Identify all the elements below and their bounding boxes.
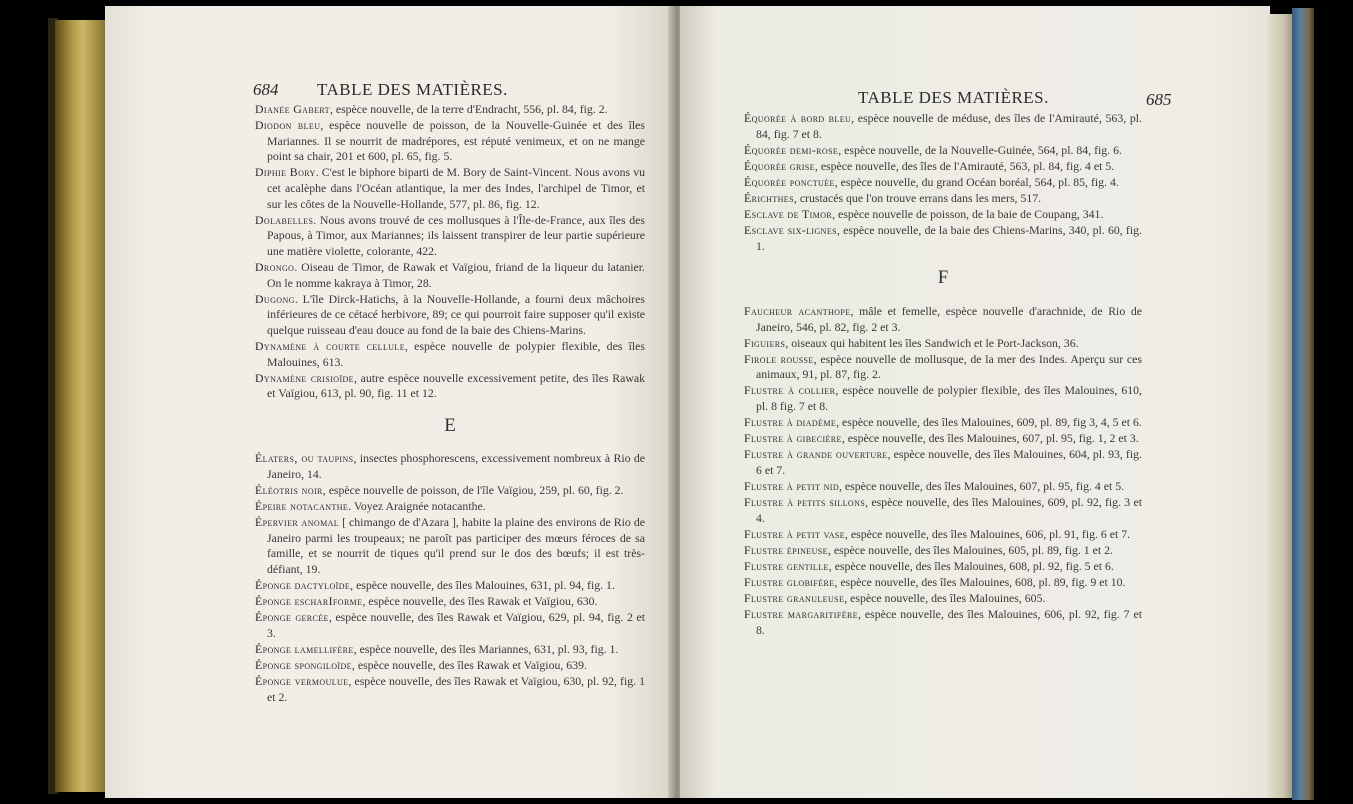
index-entry (744, 352, 1142, 383)
index-entry (744, 223, 1142, 254)
index-entry (744, 207, 1142, 223)
entry-text: , espèce nouvelle, des îles Malouines, 607, pl. 95, fig. 4 et 5. (839, 478, 1125, 493)
entry-headword: Éponge escharIforme (255, 594, 363, 609)
entry-text: , espèce nouvelle, des îles Malouines, 608, pl. 92, fig. 5 et 6. (828, 558, 1114, 573)
index-entry (255, 371, 645, 402)
index-entry (255, 594, 645, 610)
entry-headword: Flustre margaritifère (744, 607, 858, 622)
book-cover-right (1292, 8, 1314, 800)
entry-headword: Dianée Gabert (255, 102, 330, 116)
entry-text: . C'est le biphore biparti de M. Bory de Saint-Vincent. Nous avons vu cet acalèphe dans l'Océan atlantique, la mer des Indes, l'archipel de Timor, et sur les côtes de la Nouvelle-Hollande, 577, pl. 86, fig. 12. (267, 165, 645, 211)
entry-text: , espèce nouvelle de polypier flexible, des îles Malouines, 610, pl. 8 fig. 7 et 8. (756, 383, 1142, 413)
index-entry (744, 111, 1142, 142)
index-entry (255, 165, 645, 212)
entry-headword: Épervier anomal (255, 515, 340, 530)
index-entry (744, 495, 1142, 526)
entry-headword: Flustre à collier (744, 383, 836, 398)
index-entry (744, 607, 1142, 638)
entry-text: , autre espèce nouvelle excessivement petite, des îles Rawak et Vaïgiou, 613, pl. 90, fig. 11 et 12. (267, 370, 645, 401)
entry-text: , espèce nouvelle, des îles Rawak et Vaïgiou, 630. (362, 594, 598, 609)
index-entry (744, 527, 1142, 543)
entry-headword: Faucheur acanthope (744, 303, 851, 318)
index-entry (744, 431, 1142, 447)
entry-text: , espèce nouvelle de poisson, de la baie de Coupang, 341. (832, 207, 1104, 222)
entry-text: , mâle et femelle, espèce nouvelle d'arachnide, de Rio de Janeiro, 546, pl. 82, fig. 2 et 3. (756, 303, 1142, 334)
entry-headword: Flustre à petits sillons (744, 495, 866, 510)
entry-headword: Flustre à petit vase (744, 526, 846, 541)
index-entry (744, 543, 1142, 559)
entry-text: , espèce nouvelle, des îles Rawak et Vaïgiou, 630, pl. 92, fig. 1 et 2. (267, 674, 645, 704)
entry-text: , espèce nouvelle, de la Nouvelle-Guinée, 564, pl. 84, fig. 6. (838, 142, 1122, 157)
entry-headword: Figuiers (744, 335, 786, 350)
index-entry (744, 447, 1142, 478)
index-entry (744, 304, 1142, 335)
entry-headword: Éponge spongiloïde (255, 658, 352, 673)
index-entry (255, 578, 645, 594)
index-entry (744, 143, 1142, 159)
index-entry (255, 610, 645, 641)
entry-headword: Flustre à gibecière (744, 431, 842, 446)
entry-headword: Équorée grise (744, 158, 815, 173)
entry-headword: Firole rousse (744, 351, 814, 366)
entry-headword: Flustre à grande ouverture (744, 447, 888, 462)
index-entry (255, 118, 645, 165)
right-index-entries (744, 111, 1142, 639)
entry-text: , espèce nouvelle, des îles Mariannes, 631, pl. 93, fig. 1. (353, 642, 619, 656)
index-entry (744, 415, 1142, 431)
left-index-entries (255, 102, 645, 706)
right-page-number: 685 (1146, 90, 1172, 109)
entry-headword: Équorée ponctuée (744, 174, 835, 189)
index-entry (255, 483, 645, 499)
entry-text: , espèce nouvelle, de la baie des Chiens-Marins, 340, pl. 60, fig. 1. (756, 223, 1142, 253)
index-entry (255, 213, 645, 260)
entry-headword: Flustre gentille (744, 558, 829, 573)
page-edges-right (1268, 14, 1294, 798)
entry-text: , espèce nouvelle, des îles Rawak et Vaïgiou, 639. (351, 658, 587, 673)
index-entry (744, 336, 1142, 352)
left-running-head: TABLE DES MATIÈRES. (317, 80, 508, 99)
entry-headword: Esclave de Timor (744, 207, 833, 222)
entry-headword: Flustre granuleuse (744, 591, 845, 606)
index-entry (255, 674, 645, 705)
entry-text: , insectes phosphorescens, excessivement nombreux à Rio de Janeiro, 14. (267, 451, 646, 481)
index-entry (744, 575, 1142, 591)
entry-text: , espèce nouvelle de polypier flexible, des îles Malouines, 613. (267, 338, 645, 369)
entry-headword: Éponge vermoulue (255, 674, 349, 689)
entry-text: . Nous avons trouvé de ces mollusques à l'Île-de-France, aux îles des Papous, à Timor, aux Mariannes; ils laissent transpirer de leur partie supérieure une matière violette, colorante, 422. (267, 212, 645, 258)
entry-headword: Diphie Bory (255, 165, 316, 180)
entry-text: , oiseaux qui habitent les îles Sandwich et le Port-Jackson, 36. (785, 335, 1079, 350)
entry-text: , espèce nouvelle, des îles Malouines, 609, pl. 89, fig 3, 4, 5 et 6. (836, 415, 1142, 430)
entry-text: , espèce nouvelle, des îles Malouines, 609, pl. 92, fig. 3 et 4. (756, 495, 1142, 525)
section-letter: E (444, 414, 456, 436)
index-entry (744, 383, 1142, 414)
index-entry (255, 642, 645, 658)
entry-headword: Flustre globifère (744, 575, 835, 590)
index-entry (744, 159, 1142, 175)
entry-text: , crustacés que l'on trouve errans dans les mers, 517. (793, 190, 1042, 205)
entry-headword: Flustre à diadème (744, 415, 837, 430)
index-entry (255, 499, 645, 515)
entry-text: , espèce nouvelle, des îles Malouines, 605. (844, 591, 1046, 606)
section-letter: F (937, 267, 949, 289)
right-running-head: TABLE DES MATIÈRES. (858, 88, 1049, 107)
entry-headword: Éponge dactyloïde (255, 578, 351, 593)
entry-headword: Dolabelles (255, 212, 314, 227)
index-entry (744, 591, 1142, 607)
entry-text: , espèce nouvelle de méduse, des îles de l'Amirauté, 563, pl. 84, fig. 7 et 8. (756, 111, 1142, 141)
entry-text: , espèce nouvelle, des îles Malouines, 606, pl. 92, fig. 7 et 8. (756, 607, 1142, 637)
entry-headword: Esclave six-lignes (744, 223, 837, 238)
right-page (680, 6, 1270, 798)
entry-text: , espèce nouvelle de poisson, de l'île Vaïgiou, 259, pl. 60, fig. 2. (322, 483, 624, 498)
entry-headword: Éléotris noir (255, 483, 323, 498)
entry-headword: Équorée demi-rose (744, 142, 839, 157)
entry-text: , espèce nouvelle, des îles Malouines, 606, pl. 91, fig. 6 et 7. (845, 526, 1131, 541)
entry-headword: Éponge lamellifère (255, 642, 354, 656)
index-entry (255, 515, 645, 577)
left-page (105, 6, 675, 798)
entry-text: , espèce nouvelle, des îles Malouines, 631, pl. 94, fig. 1. (350, 578, 615, 593)
entry-headword: Flustre épineuse (744, 542, 828, 557)
page-edges-left (55, 20, 105, 792)
entry-headword: Diodon bleu (255, 118, 321, 133)
entry-text: , espèce nouvelle, des îles Malouines, 605, pl. 89, fig. 1 et 2. (827, 542, 1113, 557)
entry-text: , espèce nouvelle, de la terre d'Endracht, 556, pl. 84, fig. 2. (329, 102, 608, 116)
entry-text: . L'île Dirck-Hatichs, à la Nouvelle-Hollande, a fourni deux mâchoires inférieures de ce cétacé herbivore, 89; ce qui pourroit faire supposer qu'il existe quelque ruisseau d'eau douce au fond de la baie des Chiens-Marins. (267, 291, 645, 337)
index-entry (255, 339, 645, 370)
index-entry (255, 451, 645, 482)
index-entry (744, 479, 1142, 495)
index-entry (255, 260, 645, 291)
entry-headword: Drongo (255, 259, 295, 274)
entry-headword: Dynamène crisioïde (255, 370, 354, 385)
entry-text: , espèce nouvelle de mollusque, de la mer des Indes. Aperçu sur ces animaux, 91, pl. 87, fig. 2. (756, 351, 1142, 382)
index-entry (744, 175, 1142, 191)
entry-text: , espèce nouvelle de poisson, de la Nouvelle-Guinée et des îles Mariannes. Il se nourrit de madrépores, est réputé venimeux, et on ne mange point sa chair, 201 et 600, pl. 65, fig. 5. (267, 118, 646, 164)
entry-headword: Équorée à bord bleu (744, 111, 852, 125)
index-entry (744, 559, 1142, 575)
index-entry (255, 292, 645, 339)
entry-text: , espèce nouvelle, des îles Malouines, 604, pl. 93, fig. 6 et 7. (756, 447, 1142, 477)
entry-text: , espèce nouvelle, des îles Rawak et Vaïgiou, 629, pl. 94, fig. 2 et 3. (267, 610, 645, 640)
left-page-number: 684 (253, 80, 279, 99)
entry-text: , espèce nouvelle, des îles Malouines, 607, pl. 95, fig. 1, 2 et 3. (841, 431, 1139, 446)
entry-headword: Éponge gercée (255, 610, 329, 625)
entry-headword: Élaters, ou taupins (255, 451, 354, 466)
entry-text: . Voyez Araignée notacanthe. (348, 499, 486, 514)
entry-headword: Érichthes (744, 190, 794, 205)
entry-text: , espèce nouvelle, des îles Malouines, 608, pl. 89, fig. 9 et 10. (834, 575, 1126, 590)
index-entry (255, 658, 645, 674)
entry-headword: Épeire notacanthe (255, 499, 349, 514)
entry-headword: Dynamène à courte cellule (255, 338, 405, 353)
entry-headword: Dugong (255, 291, 295, 306)
entry-text: [ chimango de d'Azara ], habite la plaine des environs de Rio de Janeiro parmi les troupeaux; ne paroît pas participer des mœurs féroces de sa famille, et se nourrit de tiques qu'il prend sur le dos des bœufs; il est très-défiant, 19. (267, 515, 645, 577)
index-entry (744, 191, 1142, 207)
entry-text: , espèce nouvelle, des îles de l'Amirauté, 563, pl. 84, fig. 4 et 5. (814, 158, 1115, 173)
entry-headword: Flustre à petit nid (744, 478, 840, 493)
index-entry (255, 102, 645, 118)
entry-text: . Oiseau de Timor, de Rawak et Vaïgiou, friand de la liqueur du latanier. On le nomme kakraya à Timor, 28. (267, 259, 645, 290)
entry-text: , espèce nouvelle, du grand Océan boréal, 564, pl. 85, fig. 4. (834, 174, 1119, 189)
